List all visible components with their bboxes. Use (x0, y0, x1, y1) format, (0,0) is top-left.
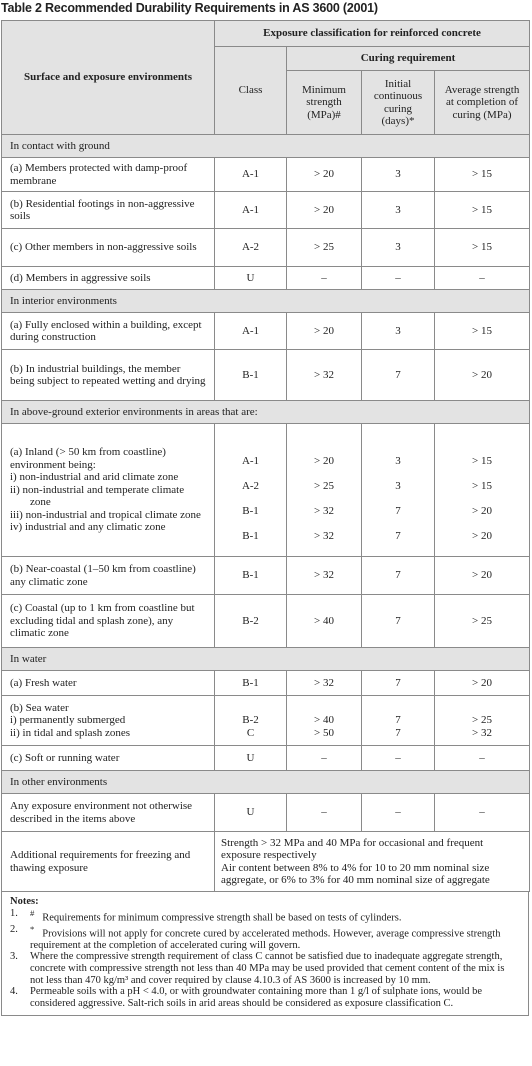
section-other: In other environments (2, 771, 530, 794)
section-interior: In interior environments (2, 290, 530, 313)
note-item: 2. * Provisions will not apply for concrete cured by accelerated methods. However, average compressive strength requirement at the completion of accelerated curing will govern. (10, 923, 501, 951)
header-curing: Curing requirement (287, 47, 530, 71)
note-item: 4. Permeable soils with a pH < 4.0, or with groundwater containing more than 1 g/l of sulphate ions, would be considered aggressive. Salt-rich soils in arid areas should be considered as exposure classification C. (10, 986, 483, 1009)
table-row: (a) Members protected with damp-proof membrane A-1 > 20 3 > 15 (2, 158, 530, 192)
notes-title: Notes: (10, 896, 39, 907)
section-exterior: In above-ground exterior environments in areas that are: (2, 401, 530, 424)
section-ground: In contact with ground (2, 135, 530, 158)
table-row: (b) Sea water i) permanently submerged ii) in tidal and splash zones B-2 C > 40 > 50 7 7 > 25 > 32 (2, 696, 530, 746)
table-row: Any exposure environment not otherwise described in the items above U – – – (2, 794, 530, 832)
section-water: In water (2, 648, 530, 671)
table-row: (b) Residential footings in non-aggressive soils A-1 > 20 3 > 15 (2, 192, 530, 229)
table-title: Table 2 Recommended Durability Requirements in AS 3600 (2001) (1, 1, 378, 15)
table-row: (c) Other members in non-aggressive soils A-2 > 25 3 > 15 (2, 229, 530, 267)
requirements-table (1, 20, 530, 892)
header-initial-curing: Initial continuous curing (days)* (362, 71, 435, 135)
header-exposure: Exposure classification for reinforced concrete (215, 21, 530, 47)
header-min-strength: Minimum strength (MPa)# (287, 71, 362, 135)
table-row: (d) Members in aggressive soils U – – – (2, 267, 530, 290)
table-row: (a) Inland (> 50 km from coastline) environment being: i) non-industrial and arid climate zone ii) non-industrial and temperate climate zone iii) non-industrial and tropical climate zone iv) industrial and any climatic zone A-1 A-2 B-1 B-1 > 20 > 25 > 32 > 32 3 3 7 7 > 15 > 15 > 20 > 20 (2, 424, 530, 557)
header-avg-strength: Average strength at completion of curing (MPa) (435, 71, 530, 135)
table-row: (c) Coastal (up to 1 km from coastline but excluding tidal and splash zone), any climatic zone B-2 > 40 7 > 25 (2, 595, 530, 648)
durability-table (1, 20, 529, 1016)
table-row: (b) In industrial buildings, the member being subject to repeated wetting and drying B-1 > 32 7 > 20 (2, 350, 530, 401)
table-row: (a) Fully enclosed within a building, except during construction A-1 > 20 3 > 15 (2, 313, 530, 350)
header-class: Class (215, 47, 287, 135)
table-row: (b) Near-coastal (1–50 km from coastline) any climatic zone B-1 > 32 7 > 20 (2, 557, 530, 595)
table-row: (a) Fresh water B-1 > 32 7 > 20 (2, 671, 530, 696)
notes-block (1, 892, 529, 1016)
note-item: 3. Where the compressive strength requirement of class C cannot be satisfied due to inadequate aggregate strength, concrete with compressive strength not less than 40 MPa may be used provided that cement content of the mix is not less than 470 kg/m³ and cover required by clause 4.10.3 of AS 3600 is increased by 10 mm. (10, 951, 505, 986)
note-item: 1. # Requirements for minimum compressive strength shall be based on tests of cylinders. (10, 907, 402, 924)
table-row: (c) Soft or running water U – – – (2, 746, 530, 771)
table-row-freeze: Additional requirements for freezing and thawing exposure Strength > 32 MPa and 40 MPa for occasional and frequent exposure respectively Air content between 8% to 4% for 10 to 20 mm nominal size aggregate, or 6% to 3% for 40 mm nominal size of aggregate (2, 832, 530, 892)
header-surface: Surface and exposure environments (2, 21, 215, 135)
